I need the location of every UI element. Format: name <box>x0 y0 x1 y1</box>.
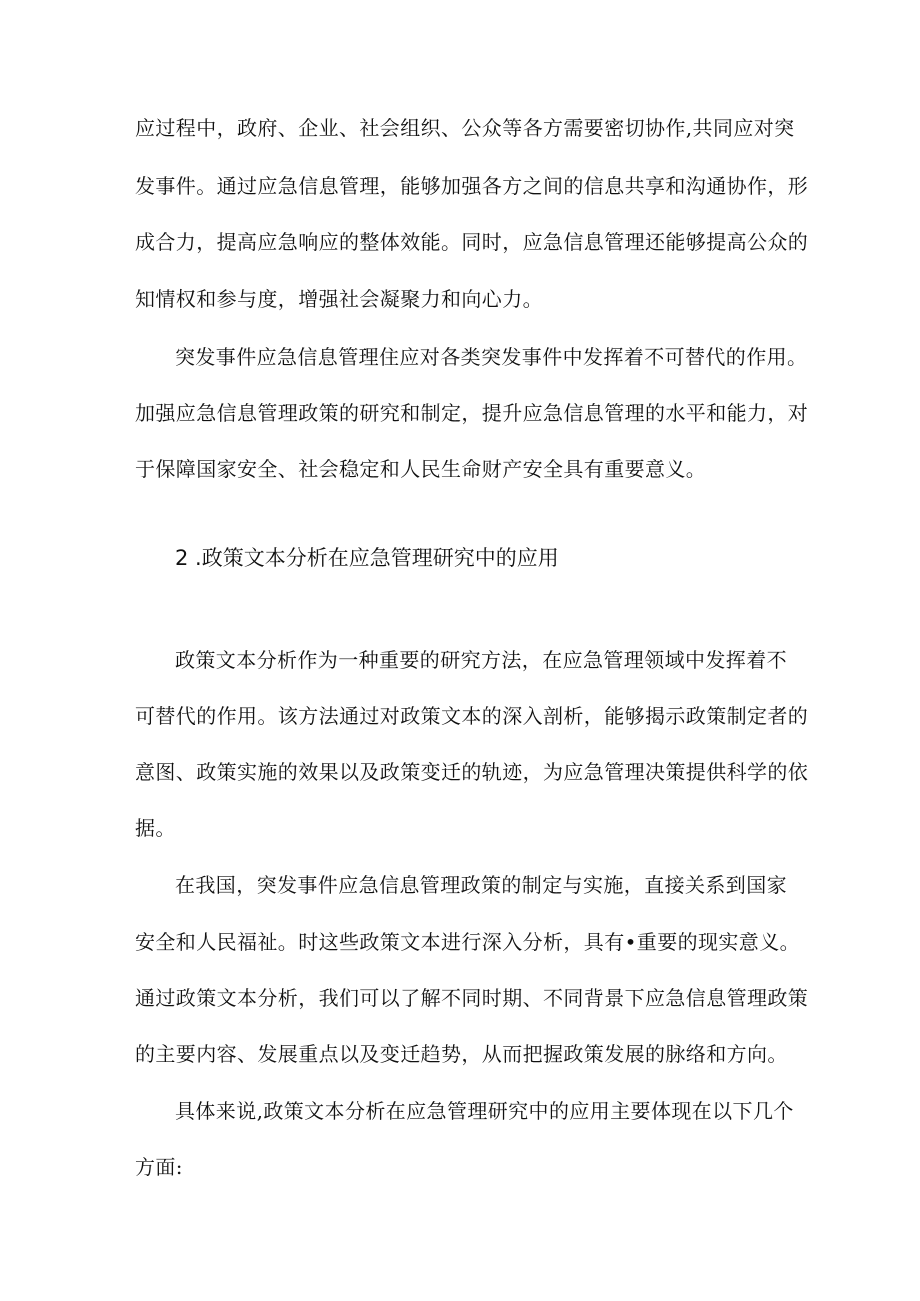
text-line: 于保障国家安全、社会稳定和人民生命财产安全具有重要意义。 <box>135 457 707 481</box>
text-line: 政策文本分析作为一种重要的研究方法，在应急管理领域中发挥着不 <box>175 648 787 672</box>
section-heading: 2 .政策文本分析在应急管理研究中的应用 <box>175 546 559 570</box>
text-line: 加强应急信息管理政策的研究和制定，提升应急信息管理的水平和能力，对 <box>135 401 809 425</box>
text-line: 可替代的作用。该方法通过对政策文本的深入剖析，能够揭示政策制定者的 <box>135 704 809 728</box>
text-line: 成合力，提高应急响应的整体效能。同时，应急信息管理还能够提高公众的 <box>135 230 809 254</box>
text-line: 知情权和参与度，增强社会凝聚力和向心力。 <box>135 287 543 311</box>
text-line: 据。 <box>135 816 176 840</box>
text-line: 安全和人民福祉。时这些政策文本进行深入分析，具有•重要的现实意义。 <box>135 930 800 954</box>
text-line: 意图、政策实施的效果以及政策变迁的轨迹，为应急管理决策提供科学的依 <box>135 760 809 784</box>
text-line: 应过程中，政府、企业、社会组织、公众等各方需要密切协作,共同应对突 <box>135 116 795 140</box>
text-line: 突发事件应急信息管理住应对各类突发事件中发挥着不可替代的作用。 <box>175 345 808 369</box>
text-line: 的主要内容、发展重点以及变迁趋势，从而把握政策发展的脉络和方向。 <box>135 1042 788 1066</box>
text-line: 在我国，突发事件应急信息管理政策的制定与实施，直接关系到国家 <box>175 873 787 897</box>
text-line: 发事件。通过应急信息管理，能够加强各方之间的信息共享和沟通协作，形 <box>135 174 809 198</box>
text-line: 通过政策文本分析，我们可以了解不同时期、不同背景下应急信息管理政策 <box>135 986 809 1010</box>
text-line: 方面: <box>135 1155 183 1179</box>
text-line: 具体来说,政策文本分析在应急管理研究中的应用主要体现在以下几个 <box>175 1099 794 1123</box>
